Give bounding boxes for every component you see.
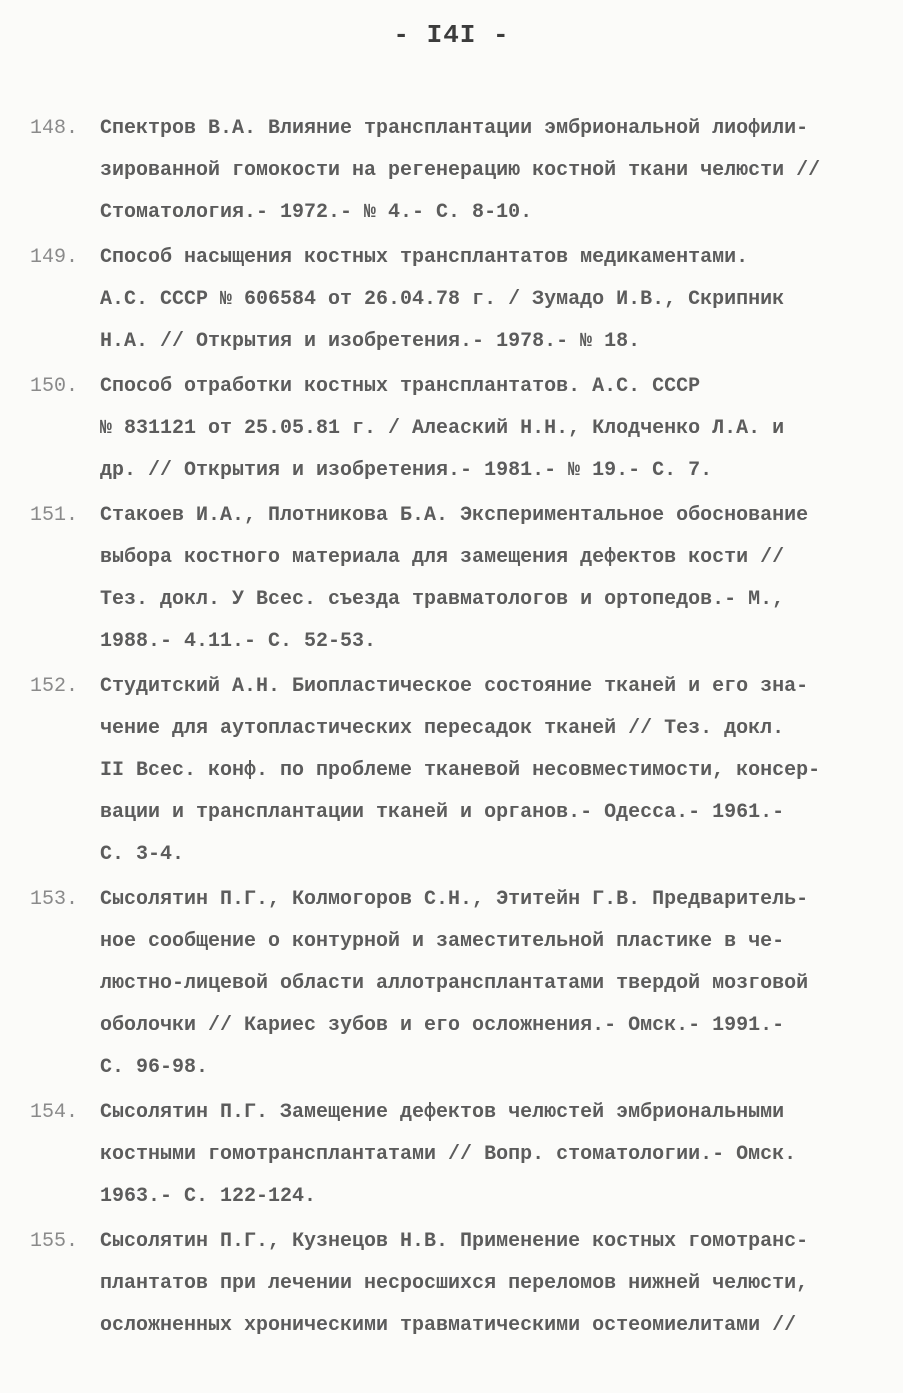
entry-line: ное сообщение о контурной и заместительной пластике в че- [100, 930, 785, 953]
entry-line: оболочки // Кариес зубов и его осложнения.- Омск.- 1991.- [100, 1014, 785, 1037]
entry-number: 154. [30, 1101, 79, 1124]
entry-line: Стакоев И.А., Плотникова Б.А. Экспериментальное обоснование [100, 504, 809, 527]
bibliography-entry [0, 1092, 903, 1218]
entry-line: чение для аутопластических пересадок тканей // Тез. докл. [100, 717, 785, 740]
bibliography-entry [0, 366, 903, 492]
bibliography-entry [0, 495, 903, 663]
entry-line: Н.А. // Открытия и изобретения.- 1978.- № 18. [100, 330, 641, 353]
entry-line: вации и трансплантации тканей и органов.- Одесса.- 1961.- [100, 801, 785, 824]
entry-text [100, 366, 868, 492]
entry-line: 1963.- С. 122-124. [100, 1185, 317, 1208]
entry-line: костными гомотрансплантатами // Вопр. стоматологии.- Омск. [100, 1143, 797, 1166]
bibliography-entry [0, 1221, 903, 1347]
entry-number: 148. [30, 117, 79, 140]
bibliography-list [0, 108, 903, 1350]
entry-line: Спектров В.А. Влияние трансплантации эмбриональной лиофили- [100, 117, 809, 140]
bibliography-entry [0, 108, 903, 234]
entry-line: Способ насыщения костных трансплантатов медикаментами. [100, 246, 749, 269]
entry-text [100, 666, 868, 876]
entry-number: 149. [30, 246, 79, 269]
entry-text [100, 1221, 868, 1347]
entry-line: Тез. докл. У Всес. съезда травматологов и ортопедов.- М., [100, 588, 785, 611]
entry-line: Студитский А.Н. Биопластическое состояние тканей и его зна- [100, 675, 809, 698]
entry-line: осложненных хроническими травматическими остеомиелитами // [100, 1314, 797, 1337]
entry-text [100, 879, 868, 1089]
entry-line: выбора костного материала для замещения дефектов кости // [100, 546, 785, 569]
entry-line: № 831121 от 25.05.81 г. / Алеаский Н.Н., Клодченко Л.А. и [100, 417, 785, 440]
entry-number: 150. [30, 375, 79, 398]
entry-line: II Всес. конф. по проблеме тканевой несовместимости, консер- [100, 759, 821, 782]
entry-line: Стоматология.- 1972.- № 4.- С. 8-10. [100, 201, 533, 224]
bibliography-entry [0, 879, 903, 1089]
entry-line: С. 3-4. [100, 843, 185, 866]
entry-line: С. 96-98. [100, 1056, 209, 1079]
entry-number: 155. [30, 1230, 79, 1253]
entry-line: Сысолятин П.Г. Замещение дефектов челюстей эмбриональными [100, 1101, 785, 1124]
entry-line: люстно-лицевой области аллотрансплантатами твердой мозговой [100, 972, 809, 995]
entry-text [100, 495, 868, 663]
entry-line: А.С. СССР № 606584 от 26.04.78 г. / Зумадо И.В., Скрипник [100, 288, 785, 311]
entry-line: 1988.- 4.11.- С. 52-53. [100, 630, 377, 653]
bibliography-entry [0, 237, 903, 363]
entry-line: плантатов при лечении несросшихся переломов нижней челюсти, [100, 1272, 809, 1295]
entry-line: Способ отработки костных трансплантатов. А.С. СССР [100, 375, 701, 398]
entry-number: 151. [30, 504, 79, 527]
bibliography-entry [0, 666, 903, 876]
page-number: - I4I - [393, 20, 510, 50]
entry-number: 153. [30, 888, 79, 911]
entry-line: Сысолятин П.Г., Кузнецов Н.В. Применение костных гомотранс- [100, 1230, 809, 1253]
entry-text [100, 108, 868, 234]
entry-number: 152. [30, 675, 79, 698]
entry-line: др. // Открытия и изобретения.- 1981.- № 19.- С. 7. [100, 459, 713, 482]
entry-line: зированной гомокости на регенерацию костной ткани челюсти // [100, 159, 821, 182]
entry-text [100, 237, 868, 363]
entry-line: Сысолятин П.Г., Колмогоров С.Н., Этитейн Г.В. Предваритель- [100, 888, 809, 911]
entry-text [100, 1092, 868, 1218]
